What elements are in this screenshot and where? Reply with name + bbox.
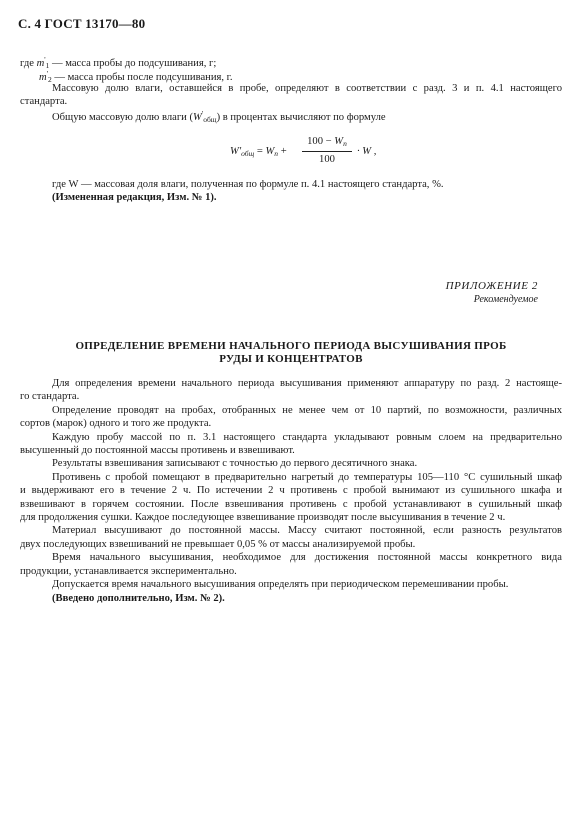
text-line: Для определения времени начального периода высушивания применяют аппаратуру по разд. 2 настояще- (52, 378, 562, 389)
body-paragraph (20, 431, 562, 458)
formula-symbol: W' (230, 146, 242, 157)
prime-mark: ' (201, 109, 204, 118)
text-line: и выдерживают его в течение 2 ч. По истечении 2 ч противень с пробой вынимают из сушильного шкафа и (20, 485, 562, 497)
text-line: высушенный до постоянной массы противень и взвешивают. (20, 445, 295, 457)
fraction-denominator: 100 (319, 154, 335, 166)
text-line: Каждую пробу массой по п. 3.1 настоящего стандарта укладывают ровным слоем на предварительно (52, 431, 562, 443)
appendix-status: Рекомендуемое (473, 294, 538, 306)
body-text (20, 377, 562, 605)
paragraph-total-moisture (20, 107, 562, 126)
definition-text: — масса пробы до подсушивания, г; (49, 58, 217, 69)
fraction-numerator (302, 135, 352, 150)
definition-prefix: где (20, 58, 37, 69)
paragraph-moisture-remaining (20, 82, 562, 109)
formula-symbol: W (334, 136, 344, 147)
subscript: п (274, 149, 279, 158)
text-line: взвешивают в горячем состоянии. После взвешивания противень с пробой устанавливают в сушильный шкаф (20, 498, 562, 510)
body-paragraph (20, 578, 562, 591)
appendix-number: ПРИЛОЖЕНИЕ 2 (445, 280, 538, 292)
symbol-m: m (39, 72, 47, 83)
body-paragraph (20, 404, 562, 431)
text-line: двух последующих взвешиваний не превышает 0,05 % от массы анализируемой пробы. (20, 538, 416, 550)
text-line: Противень с пробой помещают в предварительно нагретый до температуры 105—110 °С сушильный шкаф (52, 471, 562, 483)
equals-sign: = (254, 146, 266, 157)
symbol-m: m (36, 58, 45, 69)
appendix-label (446, 280, 538, 307)
body-paragraph (20, 551, 562, 578)
body-paragraph (20, 524, 562, 551)
prime-mark: ' (46, 69, 49, 78)
subscript: 2 (48, 75, 52, 84)
prime-mark: ' (44, 55, 46, 64)
text-line: Время начального высушивания, необходимое для достижения постоянной массы конкретного вида (52, 552, 562, 564)
text-line: Массовую долю влаги, оставшейся в пробе, определяют в соответствии с разд. 3 и п. 4.1 настоящего (52, 83, 562, 94)
text-line: Материал высушивают до постоянной массы. Массу считают постоянной, если разность результатов (52, 525, 562, 537)
body-paragraph (20, 457, 562, 470)
formula-rhs: · W , (357, 146, 377, 157)
addition-note: (Введено дополнительно, Изм. № 2). (52, 592, 225, 604)
page-header: С. 4 ГОСТ 13170—80 (18, 16, 146, 31)
subscript: п (343, 139, 347, 148)
subscript: общ (203, 115, 217, 124)
title-line: РУДЫ И КОНЦЕНТРАТОВ (219, 353, 363, 365)
formula-fraction (302, 135, 352, 167)
text-span: ) в процентах вычисляют по формуле (216, 112, 386, 123)
symbol-w: W (193, 112, 202, 123)
text-line: Допускается время начального высушивания определять при периодическом перемешивании пробы. (52, 579, 509, 591)
text-line: Определение проводят на пробах, отобранных не менее чем от 10 партий, по возможности, различных (52, 404, 562, 416)
formula (230, 135, 380, 167)
fraction-bar (302, 151, 352, 152)
subscript: 1 (45, 61, 50, 70)
text-span: Общую массовую долю влаги ( (52, 112, 194, 123)
text-line: для продолжения сушки. Каждое последующее взвешивание производят после высушивания в течение 2 ч. (20, 512, 506, 524)
definition-text: — масса пробы после подсушивания, г. (51, 72, 233, 83)
text-line: стандарта. (20, 96, 68, 108)
text-line: сортов (марок) одного и того же продукта. (20, 418, 212, 430)
plus-sign: + (278, 146, 287, 157)
formula-lhs (230, 145, 287, 160)
text-line: где W — массовая доля влаги, полученная по формуле п. 4.1 настоящего стандарта, %. (52, 179, 444, 190)
formula-symbol: W (265, 146, 275, 157)
text-line: продукции, устанавливается экспериментально. (20, 565, 237, 577)
text-line: Результаты взвешивания записывают с точностью до первого десятичного знака. (52, 458, 418, 470)
section-title (20, 340, 562, 366)
text-line: (Измененная редакция, Изм. № 1). (52, 192, 217, 203)
title-line: ОПРЕДЕЛЕНИЕ ВРЕМЕНИ НАЧАЛЬНОГО ПЕРИОДА ВЫСУШИВАНИЯ ПРОБ (75, 340, 507, 352)
subscript: общ (241, 149, 255, 158)
body-paragraph (20, 377, 562, 404)
edition-note (52, 191, 582, 204)
numerator-prefix: 100 − (307, 136, 335, 147)
body-paragraph (20, 471, 562, 525)
where-w-definition (52, 178, 582, 191)
text-line: го стандарта. (20, 391, 80, 403)
